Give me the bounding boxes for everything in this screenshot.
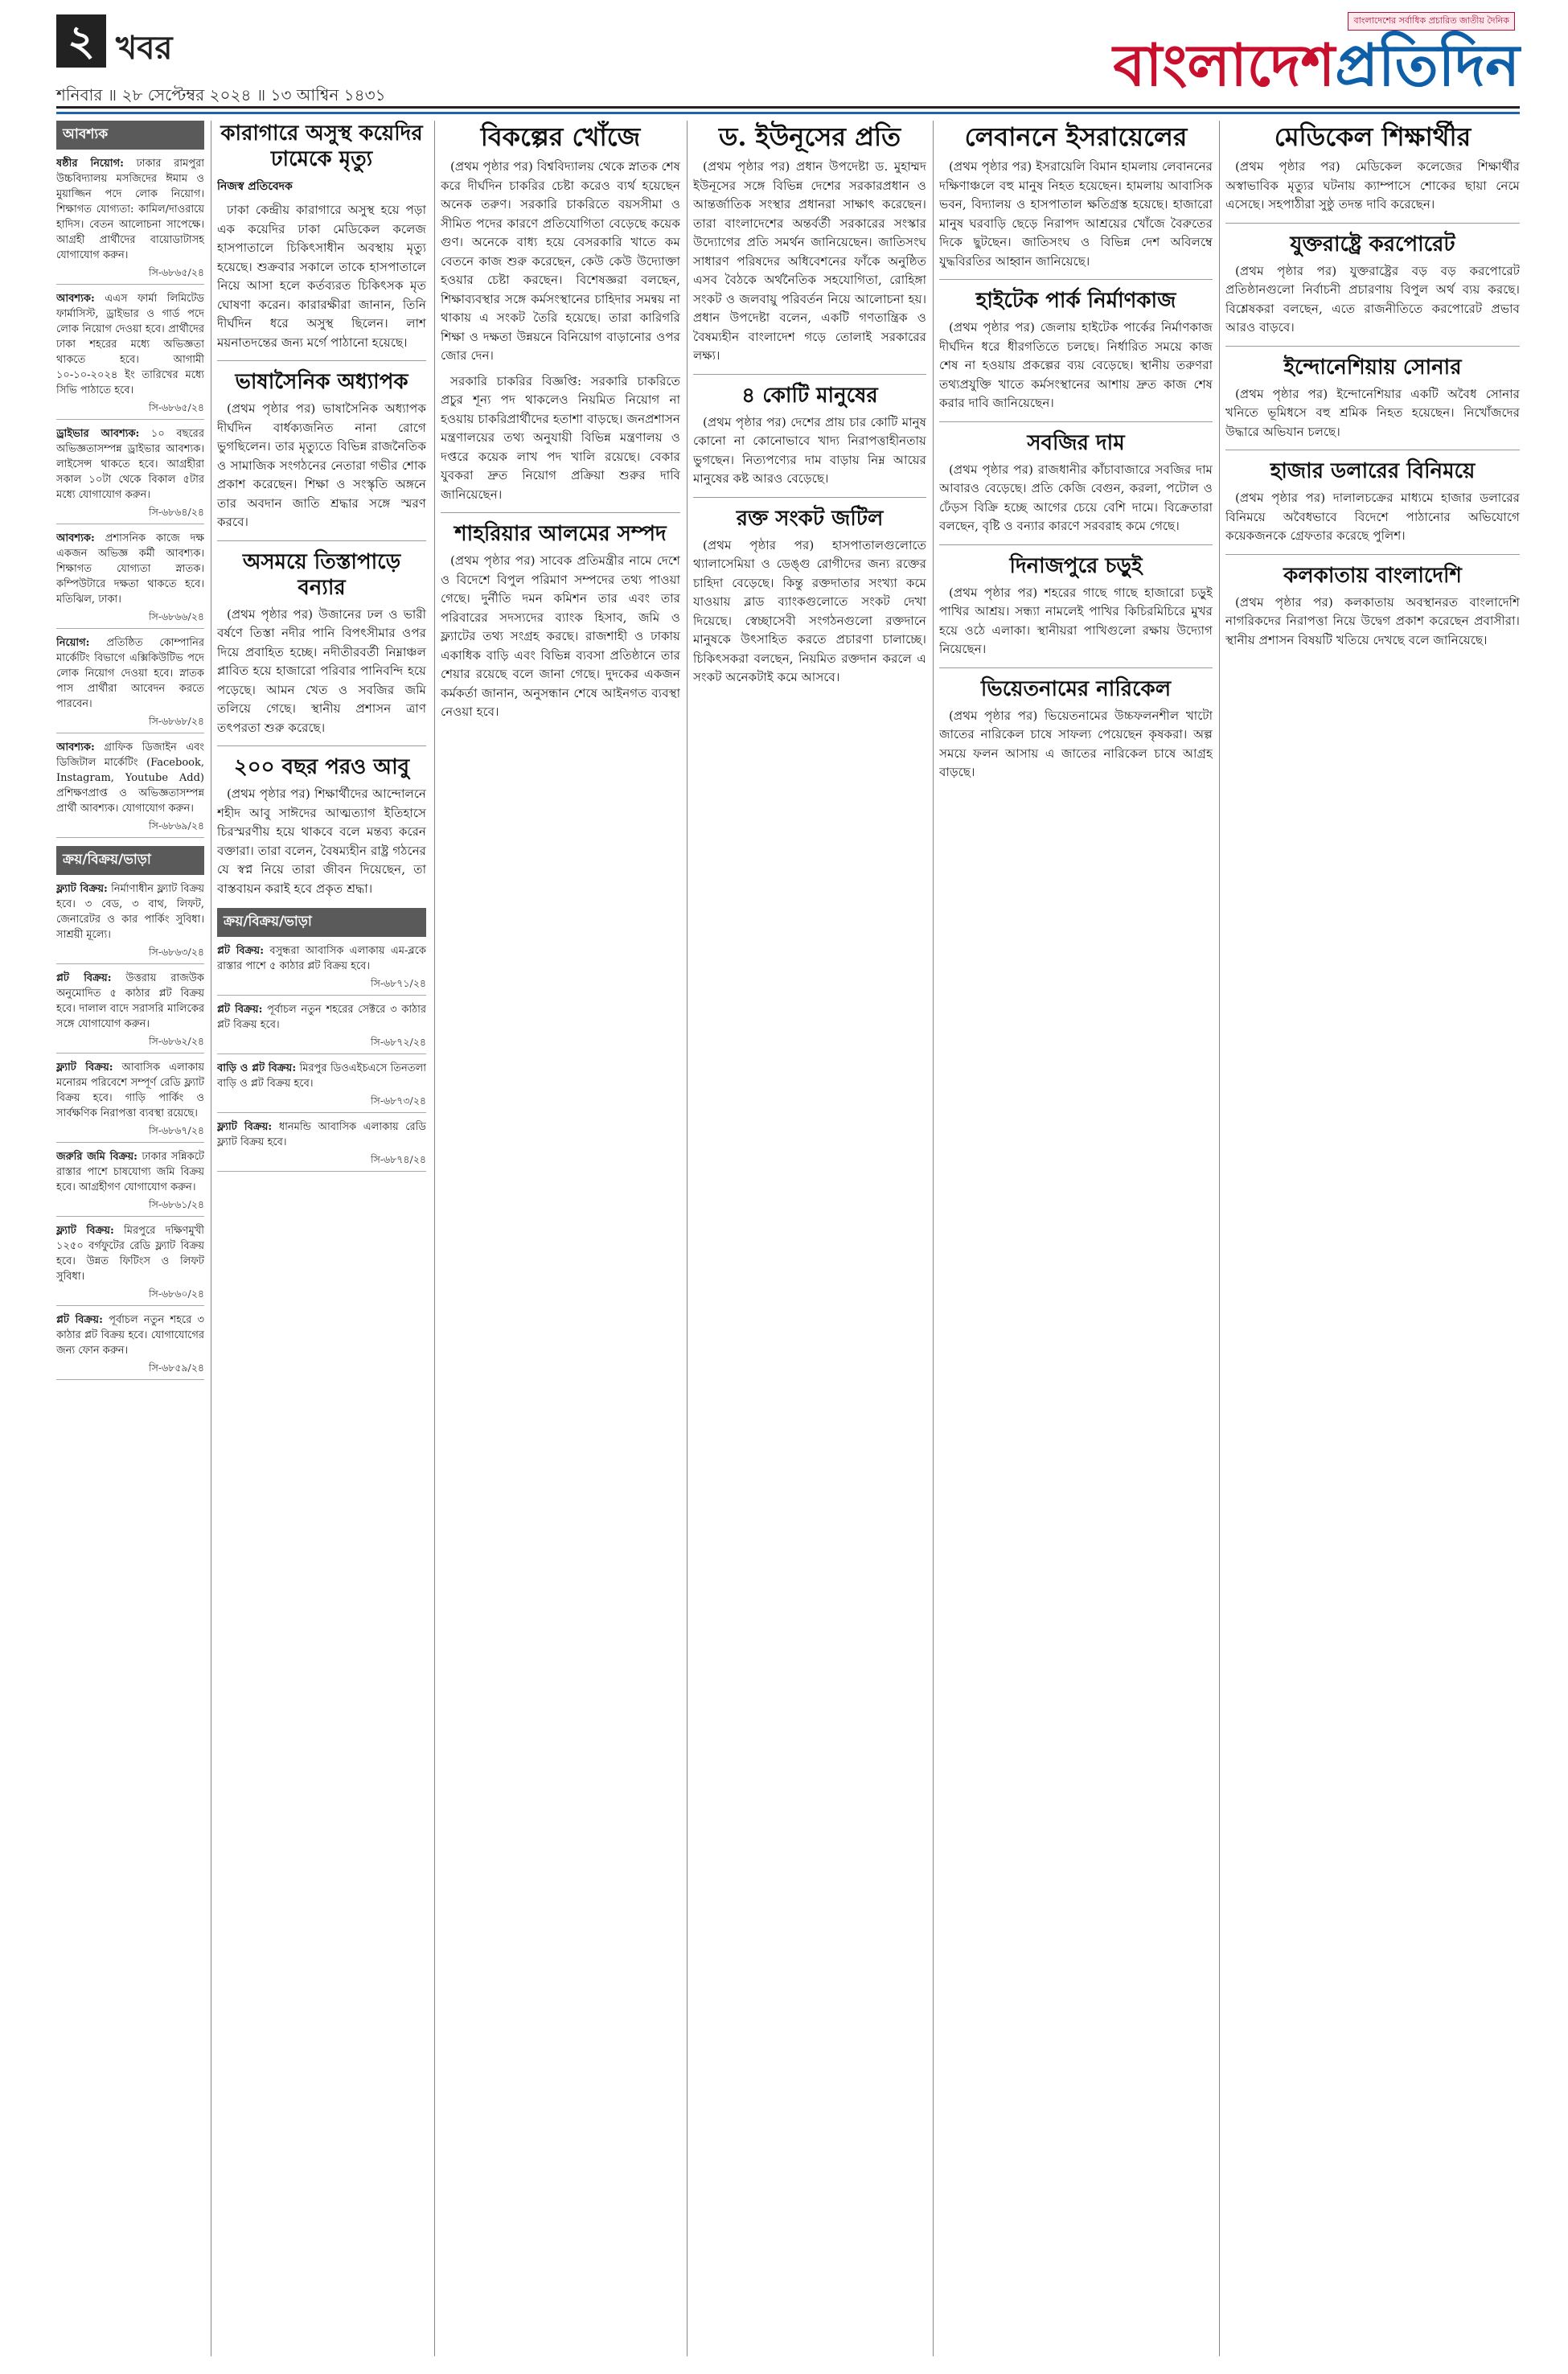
story-body: সরকারি চাকরির বিজ্ঞপ্তি: সরকারি চাকরিতে প্রচুর শূন্য পদ থাকলেও নিয়মিত নিয়োগ না হওয়ায় চাকরিপ্রার্থীদের হতাশা বাড়ছে। জনপ্রশাসন মন্ত্রণালয়ের তথ্য অনুযায়ী বিভিন্ন মন্ত্রণালয় ও দপ্তরে কয়েক লাখ পদ খালি রয়েছে। বেকার যুবকরা দ্রুত নিয়োগ প্রক্রিয়া শুরুর দাবি জানিয়েছেন। [441, 373, 680, 502]
classified-ad[interactable] [56, 740, 204, 816]
brand-logo[interactable] [1069, 11, 1520, 100]
story-body: (প্রথম পৃষ্ঠার পর) রাজধানীর কাঁচাবাজারে সবজির দাম আবারও বেড়েছে। প্রতি কেজি বেগুন, করলা, পটোল ও ঢেঁড়স বিক্রি হচ্ছে আগের চেয়ে বেশি দামে। বিক্রেতারা বলছেন, বৃষ্টি ও বন্যার কারণে সরবরাহ কমে গেছে। [939, 462, 1213, 533]
classified-ad-lead: ফ্ল্যাট বিক্রয়: [56, 1062, 113, 1074]
classified-section-title: আবশ্যক [56, 121, 204, 150]
column-divider [687, 121, 688, 2356]
story-headline[interactable]: ভাষাসৈনিক অধ্যাপক [235, 370, 408, 394]
divider [939, 544, 1213, 545]
masthead-rule [56, 112, 1520, 114]
story-headline[interactable]: মেডিকেল শিক্ষার্থীর [1274, 121, 1472, 152]
classified-ad[interactable] [56, 1223, 204, 1284]
story-headline[interactable]: ভিয়েতনামের নারিকেল [980, 676, 1172, 701]
story-headline[interactable]: অসময়ে তিস্তাপাড়ে বন্যার [242, 549, 401, 600]
story-headline[interactable]: রক্ত সংকট জটিল [736, 506, 884, 531]
story-headline[interactable]: সবজির দাম [1027, 430, 1125, 455]
classified-ad-code: সি-৬৮৭৩/২৪ [217, 1095, 426, 1113]
story-body: (প্রথম পৃষ্ঠার পর) ইন্দোনেশিয়ার একটি অবৈধ সোনার খনিতে ভূমিধসে বহু শ্রমিক নিহত হয়েছেন। নিখোঁজদের উদ্ধারে অভিযান চলছে। [1225, 386, 1520, 439]
story-headline[interactable]: শাহরিয়ার আলমের সম্পদ [454, 522, 667, 546]
classified-ad-text: প্রতিষ্ঠিত কোম্পানির মার্কেটিং বিভাগে এক্সিকিউটিভ পদে লোক নিয়োগ দেওয়া হবে। স্নাতক পাস প্রার্থীরা আবেদন করতে পারবেন। [56, 637, 204, 710]
news-column-f [1225, 121, 1520, 2356]
column-divider [1219, 121, 1220, 2356]
classified-ad-lead: ষষ্ঠীর নিয়োগ: [56, 158, 124, 170]
story-headline[interactable]: ২০০ বছর পরও আবু [233, 755, 410, 779]
classified-ad[interactable] [217, 1002, 426, 1033]
classified-ad-text: বসুন্ধরা আবাসিক এলাকায় এম-ব্লকে রাস্তার পাশে ৫ কাঠার প্লট বিক্রয় হবে। [217, 945, 426, 972]
classified-ad-lead: আবশ্যক: [56, 293, 95, 305]
story-body: (প্রথম পৃষ্ঠার পর) দালালচক্রের মাধ্যমে হাজার ডলারের বিনিময়ে অবৈধভাবে বিদেশে পাঠানোর অভিযোগে কয়েকজনকে গ্রেফতার করেছে পুলিশ। [1225, 491, 1520, 543]
classified-section-title: ক্রয়/বিক্রয়/ভাড়া [217, 908, 426, 937]
classified-ad-text: নির্মাণাধীন ফ্ল্যাট বিক্রয় হবে। ৩ বেড, ৩ বাথ, লিফট, জেনারেটর ও কার পার্কিং সুবিধা। সাশ্রয়ী মূল্যে। [56, 883, 204, 941]
classified-ad-code: সি-৬৮৭৪/২৪ [217, 1153, 426, 1172]
brand-tagline: বাংলাদেশের সর্বাধিক প্রচারিত জাতীয় দৈনিক [1348, 12, 1515, 31]
divider [693, 497, 926, 498]
classified-ad[interactable] [56, 971, 204, 1032]
story-body: (প্রথম পৃষ্ঠার পর) ইসরায়েলি বিমান হামলায় লেবাননের দক্ষিণাঞ্চলে বহু মানুষ নিহত হয়েছেন। হামলায় আবাসিক ভবন, বিদ্যালয় ও হাসপাতাল ক্ষতিগ্রস্ত হয়েছে। হাজারো মানুষ ঘরবাড়ি ছেড়ে নিরাপদ আশ্রয়ের খোঁজে বৈরুতের দিকে ছুটছেন। জাতিসংঘ ও বিভিন্ন দেশ অবিলম্বে যুদ্ধবিরতির আহ্বান জানিয়েছে। [939, 159, 1213, 269]
classified-list [56, 156, 204, 838]
classified-ad-lead: বাড়ি ও প্লট বিক্রয়: [217, 1062, 297, 1074]
classified-ad-code: সি-৬৮৬৯/২৪ [56, 819, 204, 838]
classified-ad-code: সি-৬৮৬৫/২৪ [56, 266, 204, 285]
divider [1225, 346, 1520, 347]
classified-ad-text: মিরপুর ডিওএইচএসে তিনতলা বাড়ি ও প্লট বিক্রয় হবে। [217, 1062, 426, 1090]
classified-ad-lead: প্লট বিক্রয়: [56, 972, 112, 984]
news-column-c [441, 121, 680, 2356]
date-line: শনিবার ॥ ২৮ সেপ্টেম্বর ২০২৪ ॥ ১৩ আশ্বিন ১৪৩১ [56, 85, 386, 105]
story-body: (প্রথম পৃষ্ঠার পর) প্রধান উপদেষ্টা ড. মুহাম্মদ ইউনূসের সঙ্গে বিভিন্ন দেশের সরকারপ্রধান ও আন্তর্জাতিক সংস্থার প্রধানরা সাক্ষাৎ করেছেন। তারা বাংলাদেশের অন্তর্বর্তী সরকারের সংস্কার উদ্যোগের প্রতি সমর্থন জানিয়েছেন। জাতিসংঘ সাধারণ পরিষদের অধিবেশনের ফাঁকে অনুষ্ঠিত এসব বৈঠকে অর্থনৈতিক সহযোগিতা, রোহিঙ্গা সংকট ও জলবায়ু পরিবর্তন নিয়ে আলোচনা হয়। প্রধান উপদেষ্টা বলেন, একটি গণতান্ত্রিক ও বৈষম্যহীন বাংলাদেশ গড়ে তোলাই সরকারের লক্ষ্য। [693, 159, 926, 363]
classified-ad[interactable] [217, 943, 426, 974]
classified-ad-code: সি-৬৮৬৭/২৪ [56, 1124, 204, 1143]
classified-ad-code: সি-৬৮৬৬/২৪ [56, 610, 204, 629]
divider [1225, 223, 1520, 224]
news-column-e [939, 121, 1213, 2356]
classified-ad-lead: ফ্ল্যাট বিক্রয়: [56, 1225, 114, 1237]
column-divider [434, 121, 435, 2356]
classified-ad-text: আবাসিক এলাকায় মনোরম পরিবেশে সম্পূর্ণ রেডি ফ্ল্যাট বিক্রয় হবে। গাড়ি পার্কিং ও সার্বক্ষণিক নিরাপত্তা ব্যবস্থা রয়েছে। [56, 1062, 204, 1119]
story-headline[interactable]: ড. ইউনূসের প্রতি [718, 121, 901, 152]
story-byline: নিজস্ব প্রতিবেদক [217, 180, 293, 193]
classified-ad-lead: ড্রাইভার আবশ্যক: [56, 428, 140, 440]
classified-ad-lead: নিয়োগ: [56, 637, 90, 649]
page-number: ২ [56, 14, 106, 68]
classified-ad[interactable] [217, 1119, 426, 1150]
classified-ad-code: সি-৬৮৬১/২৪ [56, 1198, 204, 1217]
story-headline[interactable]: কলকাতায় বাংলাদেশি [1283, 563, 1462, 588]
classified-ad-text: ধানমন্ডি আবাসিক এলাকায় রেডি ফ্ল্যাট বিক্রয় হবে। [217, 1121, 426, 1148]
classified-ad-lead: আবশ্যক: [56, 532, 95, 544]
classified-ad[interactable] [56, 156, 204, 263]
story-body: (প্রথম পৃষ্ঠার পর) সাবেক প্রতিমন্ত্রীর নামে দেশে ও বিদেশে বিপুল পরিমাণ সম্পদের তথ্য পাওয়া গেছে। দুর্নীতি দমন কমিশন তার এবং তার পরিবারের সদস্যদের ব্যাংক হিসাব, জমি ও ফ্ল্যাটের তথ্য সংগ্রহ করছে। রাজশাহী ও ঢাকায় একাধিক বাড়ি এবং বিভিন্ন ব্যবসা প্রতিষ্ঠানে তার শেয়ার রয়েছে বলে জানা গেছে। দুদকের একজন কর্মকর্তা জানান, অনুসন্ধান শেষে আইনগত ব্যবস্থা নেওয়া হবে। [441, 553, 680, 719]
classified-section-title: ক্রয়/বিক্রয়/ভাড়া [56, 846, 204, 875]
classified-ad-text: পূর্বাচল নতুন শহরে ৩ কাঠার প্লট বিক্রয় হবে। যোগাযোগের জন্য ফোন করুন। [56, 1314, 204, 1357]
story-body: (প্রথম পৃষ্ঠার পর) যুক্তরাষ্ট্রের বড় বড় করপোরেট প্রতিষ্ঠানগুলো নির্বাচনী প্রচারণায় বিপুল অর্থ ব্যয় করছে। বিশ্লেষকরা বলছেন, এতে রাজনীতিতে করপোরেট প্রভাব আরও বাড়বে। [1225, 263, 1520, 335]
story-body: (প্রথম পৃষ্ঠার পর) কলকাতায় অবস্থানরত বাংলাদেশি নাগরিকদের নিরাপত্তা নিয়ে উদ্বেগ প্রকাশ করেছেন প্রবাসীরা। স্থানীয় প্রশাসন বিষয়টি খতিয়ে দেখছে বলে জানিয়েছে। [1225, 594, 1520, 647]
divider [217, 540, 426, 541]
classified-ad[interactable] [56, 531, 204, 607]
section-name: খবর [116, 29, 173, 67]
classified-ad[interactable] [217, 1061, 426, 1091]
story-body: (প্রথম পৃষ্ঠার পর) উজানের ঢল ও ভারী বর্ষণে তিস্তা নদীর পানি বিপৎসীমার ওপর দিয়ে প্রবাহিত হচ্ছে। নদীতীরবর্তী নিম্নাঞ্চল প্লাবিত হয়ে হাজারো পরিবার পানিবন্দি হয়ে পড়েছে। আমন খেত ও সবজির জমি তলিয়ে গেছে। স্থানীয় প্রশাসন ত্রাণ তৎপরতা শুরু করেছে। [217, 606, 426, 735]
classified-list [56, 881, 204, 1380]
classified-ad-lead: ফ্ল্যাট বিক্রয়: [56, 883, 108, 895]
classified-ad-text: এএস ফার্মা লিমিটেড ফার্মাসিস্ট, ড্রাইভার ও গার্ড পদে লোক নিয়োগ দেওয়া হবে। প্রার্থীদের ঢাকা শহরের মধ্যে অভিজ্ঞতা থাকতে হবে। আগামী ১০-১০-২০২৪ ইং তারিখের মধ্যে সিভি পাঠাতে হবে। [56, 293, 204, 396]
classified-ad[interactable] [56, 1060, 204, 1121]
story-headline[interactable]: ৪ কোটি মানুষের [741, 383, 878, 408]
brand-name-part2: প্রতিদিন [1335, 31, 1520, 99]
classified-ad-code: সি-৬৮৬৮/২৪ [56, 715, 204, 733]
story-headline[interactable]: যুক্তরাষ্ট্রে করপোরেট [1290, 232, 1455, 257]
classified-ad-code: সি-৬৮৭২/২৪ [217, 1036, 426, 1054]
divider [441, 512, 680, 513]
classified-ad-lead: ফ্ল্যাট বিক্রয়: [217, 1121, 273, 1133]
classified-ad-text: উত্তরায় রাজউক অনুমোদিত ৫ কাঠার প্লট বিক্রয় হবে। দালাল বাদে সরাসরি মালিকের সঙ্গে যোগাযোগ করুন। [56, 972, 204, 1030]
story-headline[interactable]: বিকল্পের খোঁজে [480, 121, 641, 152]
brand-name [1069, 31, 1520, 100]
classified-ad[interactable] [56, 426, 204, 503]
column-divider [933, 121, 934, 2356]
classified-ad-lead: প্লট বিক্রয়: [56, 1314, 103, 1326]
classified-ad[interactable] [56, 1312, 204, 1358]
classified-ad-code: সি-৬৮৬৫/২৪ [56, 401, 204, 420]
divider [693, 374, 926, 375]
classified-ad-text: গ্রাফিক ডিজাইন এবং ডিজিটাল মার্কেটিং (Facebook, Instagram, Youtube Add) প্রশিক্ষণপ্রাপ্ত ও অভিজ্ঞতাসম্পন্ন প্রার্থী আবশ্যক। যোগাযোগ করুন। [56, 741, 204, 815]
classified-ad-text: ঢাকার রামপুরা উচ্চবিদ্যালয় মসজিদের ঈমাম ও মুয়াজ্জিন পদে লোক নিয়োগ। শিক্ষাগত যোগ্যতা: কামিল/দাওরায়ে হাদিস। বেতন আলোচনা সাপেক্ষে। আগ্রহী প্রার্থীদের বায়োডাটাসহ যোগাযোগ করুন। [56, 158, 204, 261]
divider [939, 421, 1213, 422]
classified-ad-text: মিরপুরে দক্ষিণমুখী ১২৫০ বর্গফুটের রেডি ফ্ল্যাট বিক্রয় হবে। উন্নত ফিটিংস ও লিফট সুবিধা। [56, 1225, 204, 1283]
classified-ad-code: সি-৬৮৬৩/২৪ [56, 946, 204, 964]
divider [1225, 554, 1520, 555]
story-headline[interactable]: হাইটেক পার্ক নির্মাণকাজ [975, 289, 1176, 313]
divider [217, 745, 426, 746]
classified-ad-lead: জরুরি জমি বিক্রয়: [56, 1151, 138, 1163]
story-body: (প্রথম পৃষ্ঠার পর) শিক্ষার্থীদের আন্দোলনে শহীদ আবু সাঈদের আত্মত্যাগ ইতিহাসে চিরস্মরণীয় হয়ে থাকবে বলে মন্তব্য করেন বক্তারা। তারা বলেন, বৈষম্যহীন রাষ্ট্র গঠনের যে স্বপ্ন নিয়ে তারা জীবন দিয়েছেন, তা বাস্তবায়ন করাই হবে প্রকৃত শ্রদ্ধা। [217, 787, 426, 896]
classified-ad-code: সি-৬৮৫৯/২৪ [56, 1362, 204, 1380]
classified-ad-text: ঢাকার সন্নিকটে রাস্তার পাশে চাষযোগ্য জমি বিক্রয় হবে। আগ্রহীগণ যোগাযোগ করুন। [56, 1151, 204, 1193]
story-body: (প্রথম পৃষ্ঠার পর) দেশের প্রায় চার কোটি মানুষ কোনো না কোনোভাবে খাদ্য নিরাপত্তাহীনতায় ভুগছেন। নিত্যপণ্যের দাম বাড়ায় নিম্ন আয়ের মানুষের কষ্ট আরও বেড়েছে। [693, 414, 926, 486]
classified-ad-text: পূর্বাচল নতুন শহরের সেক্টরে ৩ কাঠার প্লট বিক্রয় হবে। [217, 1004, 426, 1031]
news-column-d [693, 121, 926, 2356]
story-body: (প্রথম পৃষ্ঠার পর) শহরের গাছে গাছে হাজারো চড়ুই পাখির আশ্রয়। সন্ধ্যা নামলেই পাখির কিচিরমিচিরে মুখর হয়ে ওঠে এলাকা। স্থানীয়রা পাখিগুলো রক্ষায় উদ্যোগ নিয়েছেন। [939, 585, 1213, 656]
classified-ad[interactable] [56, 635, 204, 712]
masthead [56, 11, 1520, 109]
classified-ad-text: ১০ বছরের অভিজ্ঞতাসম্পন্ন ড্রাইভার আবশ্যক। লাইসেন্স থাকতে হবে। আগ্রহীরা সকাল ১০টা থেকে বিকাল ৫টার মধ্যে যোগাযোগ করুন। [56, 428, 204, 501]
news-column-b [217, 121, 426, 2356]
story-body: (প্রথম পৃষ্ঠার পর) বিশ্ববিদ্যালয় থেকে স্নাতক শেষ করে দীর্ঘদিন চাকরির চেষ্টা করেও ব্যর্থ হয়েছেন অনেক তরুণ। সরকারি চাকরিতে বয়সসীমা ও সীমিত পদের কারণে প্রতিযোগিতা বেড়েছে কয়েক গুণ। অনেকে বাধ্য হয়ে বেসরকারি খাতে কম বেতনে কাজ শুরু করেছেন, কেউ কেউ উদ্যোক্তা হওয়ার চেষ্টা করছেন। বিশেষজ্ঞরা বলছেন, শিক্ষাব্যবস্থার সঙ্গে কর্মসংস্থানের চাহিদার সমন্বয় না থাকায় এ সংকট তৈরি হয়েছে। তারা কারিগরি শিক্ষা ও দক্ষতা উন্নয়নে বিনিয়োগ বাড়ানোর ওপর জোর দেন। [441, 159, 680, 363]
story-body: (প্রথম পৃষ্ঠার পর) ভিয়েতনামের উচ্চফলনশীল খাটো জাতের নারিকেল চাষে সাফল্য পেয়েছেন কৃষকরা। অল্প সময়ে ফলন আসায় এ জাতের নারিকেল চাষে আগ্রহ বাড়ছে। [939, 708, 1213, 779]
story-headline[interactable]: লেবাননে ইসরায়েলের [964, 121, 1188, 152]
classified-ad-code: সি-৬৮৬৪/২৪ [56, 506, 204, 524]
classifieds-column [56, 121, 204, 2356]
divider [939, 667, 1213, 668]
story-body: (প্রথম পৃষ্ঠার পর) হাসপাতালগুলোতে থ্যালাসেমিয়া ও ডেঙ্গু রোগীদের জন্য রক্তের চাহিদা বেড়েছে। কিন্তু রক্তদাতার সংখ্যা কমে যাওয়ায় ব্লাড ব্যাংকগুলোতে সংকট দেখা দিয়েছে। স্বেচ্ছাসেবী সংগঠনগুলো রক্তদানে মানুষকে উৎসাহিত করতে প্রচারণা চালাচ্ছে। চিকিৎসকরা বলছেন, নিয়মিত রক্তদান করলে এ সংকট অনেকটাই কমে আসবে। [693, 537, 926, 684]
story-headline[interactable]: ইন্দোনেশিয়ায় সোনার [1283, 355, 1462, 380]
classified-ad-lead: আবশ্যক: [56, 741, 95, 754]
story-headline[interactable]: হাজার ডলারের বিনিময়ে [1270, 459, 1476, 483]
classified-ad-lead: প্লট বিক্রয়: [217, 1004, 263, 1016]
story-body: (প্রথম পৃষ্ঠার পর) জেলায় হাইটেক পার্কের নির্মাণকাজ দীর্ঘদিন ধরে ধীরগতিতে চলছে। নির্ধারিত সময়ে কাজ শেষ না হওয়ায় প্রকল্পের ব্যয় বেড়েছে। স্থানীয় তরুণরা তথ্যপ্রযুক্তি খাতে কর্মসংস্থানের আশায় দ্রুত কাজ শেষ করার দাবি জানিয়েছেন। [939, 320, 1213, 410]
story-body: (প্রথম পৃষ্ঠার পর) মেডিকেল কলেজের শিক্ষার্থীর অস্বাভাবিক মৃত্যুর ঘটনায় ক্যাম্পাসে শোকের ছায়া নেমে এসেছে। সহপাঠীরা সুষ্ঠু তদন্ত দাবি করেছেন। [1225, 159, 1520, 212]
classified-ad-code: সি-৬৮৬০/২৪ [56, 1288, 204, 1306]
story-headline[interactable]: কারাগারে অসুস্থ কয়েদির ঢামেকে মৃত্যু [220, 121, 423, 171]
story-body: (প্রথম পৃষ্ঠার পর) ভাষাসৈনিক অধ্যাপক দীর্ঘদিন বার্ধক্যজনিত নানা রোগে ভুগছিলেন। তার মৃত্যুতে বিভিন্ন রাজনৈতিক ও সামাজিক সংগঠনের নেতারা গভীর শোক প্রকাশ করেছেন। শিক্ষা ও সংস্কৃতি অঙ্গনে তার অবদান জাতি শ্রদ্ধার সঙ্গে স্মরণ করবে। [217, 401, 426, 529]
classified-ad[interactable] [56, 291, 204, 398]
story-headline[interactable]: দিনাজপুরে চড়ুই [1009, 553, 1143, 578]
classified-ad[interactable] [56, 881, 204, 943]
classified-ad-code: সি-৬৮৬২/২৪ [56, 1035, 204, 1054]
classified-ad-lead: প্লট বিক্রয়: [217, 945, 264, 957]
brand-name-part1: বাংলাদেশ [1113, 31, 1336, 99]
story-body: ঢাকা কেন্দ্রীয় কারাগারে অসুস্থ হয়ে পড়া এক কয়েদির ঢাকা মেডিকেল কলেজ হাসপাতালে চিকিৎসাধীন অবস্থায় মৃত্যু হয়েছে। শুক্রবার সকালে তাকে হাসপাতালে নিয়ে আসা হলে কর্তব্যরত চিকিৎসক মৃত ঘোষণা করেন। কারারক্ষীরা জানান, তিনি দীর্ঘদিন ধরে অসুস্থ ছিলেন। লাশ ময়নাতদন্তের জন্য মর্গে পাঠানো হয়েছে। [217, 203, 426, 350]
classified-list [217, 943, 426, 1172]
divider [217, 360, 426, 361]
divider [939, 279, 1213, 280]
classified-ad-code: সি-৬৮৭১/২৪ [217, 977, 426, 996]
classified-ad[interactable] [56, 1149, 204, 1195]
classified-ad-text: প্রশাসনিক কাজে দক্ষ একজন অভিজ্ঞ কর্মী আবশ্যক। শিক্ষাগত যোগ্যতা স্নাতক। কম্পিউটারে দক্ষতা থাকতে হবে। মতিঝিল, ঢাকা। [56, 532, 204, 606]
